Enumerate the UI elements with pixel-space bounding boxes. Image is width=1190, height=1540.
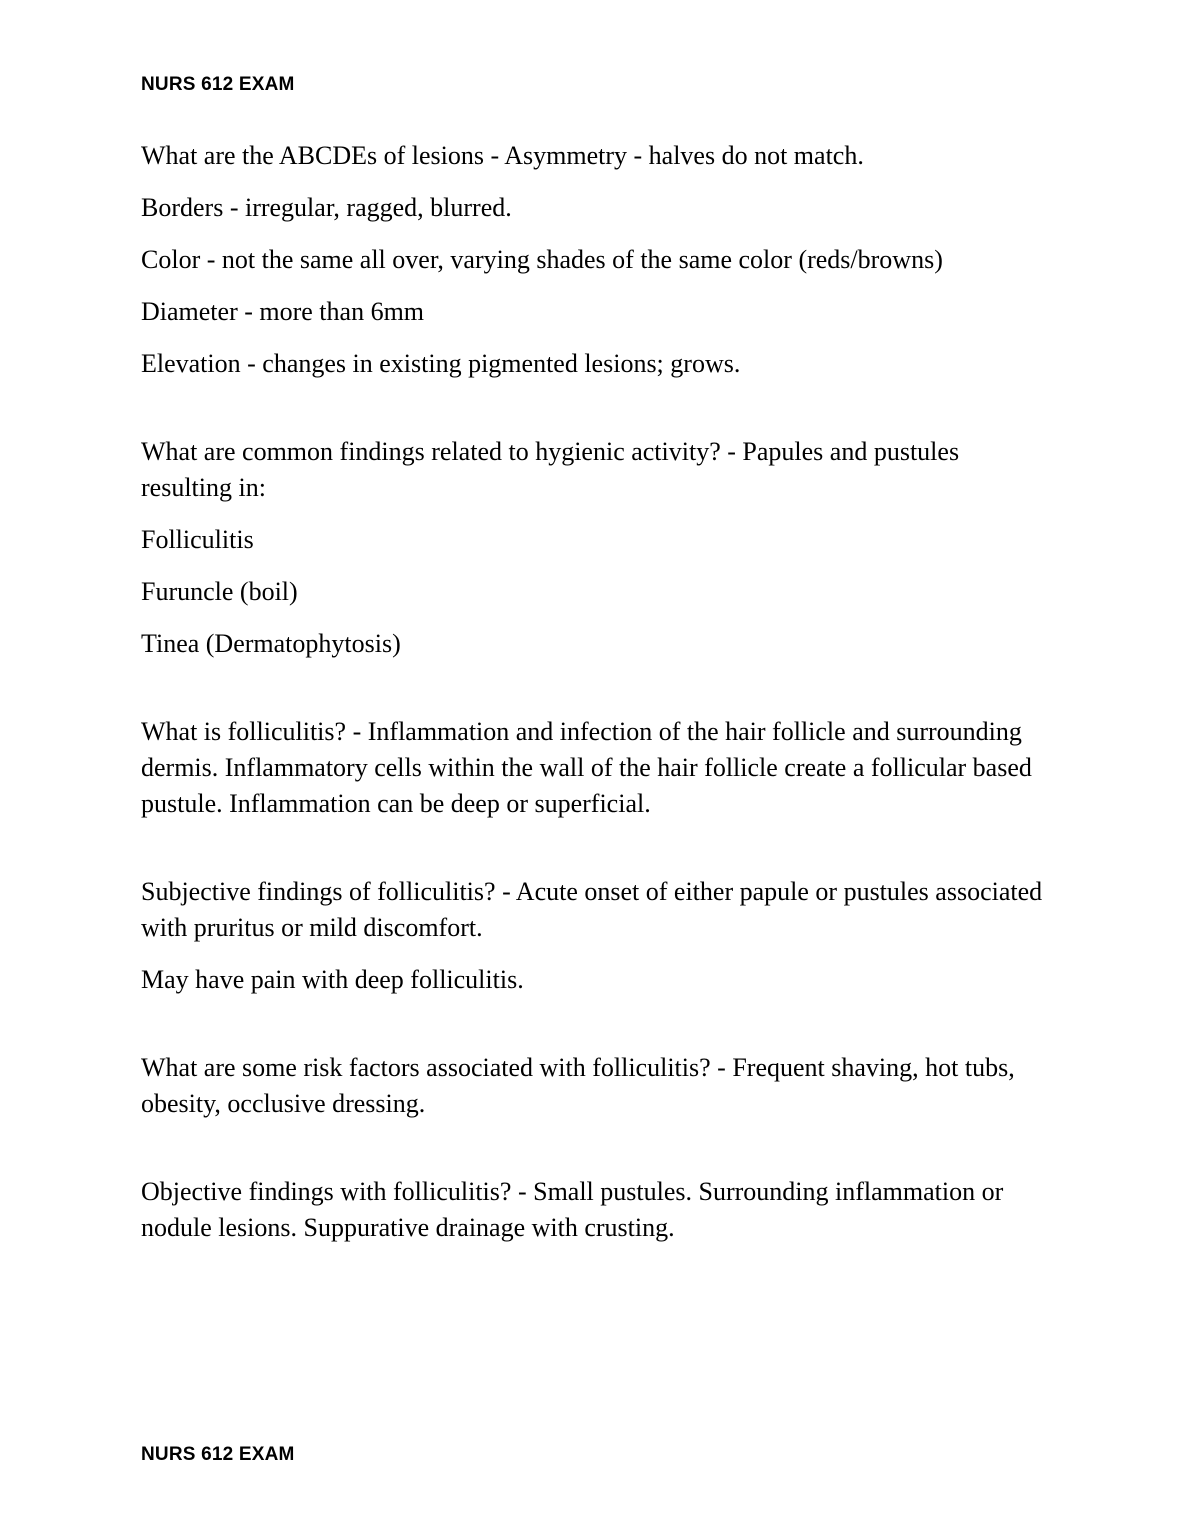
card-answer-line: Inflammation and infection of the hair follicle and surrounding dermis. Inflammatory cells within the wall of the hair follicle create a follicular based pustule. Inflammation can be deep or superficial. (141, 717, 1032, 818)
card-question-answer (141, 714, 1056, 822)
card-answer-line: Frequent shaving, hot tubs, obesity, occlusive dressing. (141, 1053, 1015, 1118)
card-question: Subjective findings of folliculitis? (141, 877, 496, 906)
card-question: What is folliculitis? (141, 717, 347, 746)
card-answer-line: May have pain with deep folliculitis. (141, 965, 524, 994)
card-answer-line: Diameter - more than 6mm (141, 297, 425, 326)
card-answer-line: Asymmetry - halves do not match. (504, 141, 864, 170)
page-footer: NURS 612 EXAM (141, 1444, 295, 1465)
separator: - (495, 877, 516, 906)
card-question: Objective findings with folliculitis? (141, 1177, 512, 1206)
card-question: What are some risk factors associated with folliculitis? (141, 1053, 711, 1082)
card-answer-line: Color - not the same all over, varying shades of the same color (reds/browns) (141, 245, 943, 274)
card-answer-line: Papules and pustules resulting in: (141, 437, 960, 502)
card-answer-line: Small pustules. Surrounding inflammation or nodule lesions. Suppurative drainage with crusting. (141, 1177, 1004, 1242)
card-answer-line: Furuncle (boil) (141, 577, 298, 606)
card-question: What are the ABCDEs of lesions (141, 141, 484, 170)
card-question-answer (141, 434, 1056, 506)
card-answer-line: Tinea (Dermatophytosis) (141, 629, 401, 658)
card-question: What are common findings related to hygienic activity? (141, 437, 721, 466)
card-question-answer (141, 874, 1056, 946)
card-question-answer (141, 138, 1056, 174)
card-answer-line: Folliculitis (141, 525, 254, 554)
page-header: NURS 612 EXAM (141, 74, 295, 95)
separator: - (484, 141, 505, 170)
card-answer-line: Acute onset of either papule or pustules associated with pruritus or mild discomfort. (141, 877, 1043, 942)
separator: - (710, 1053, 733, 1082)
separator: - (720, 437, 743, 466)
card-answer-line: Elevation - changes in existing pigmented lesions; grows. (141, 349, 741, 378)
separator: - (511, 1177, 534, 1206)
separator: - (346, 717, 368, 746)
card-answer-line: Borders - irregular, ragged, blurred. (141, 193, 512, 222)
card-question-answer (141, 1050, 1056, 1122)
card-question-answer (141, 1174, 1056, 1246)
document-body (141, 138, 1056, 1298)
